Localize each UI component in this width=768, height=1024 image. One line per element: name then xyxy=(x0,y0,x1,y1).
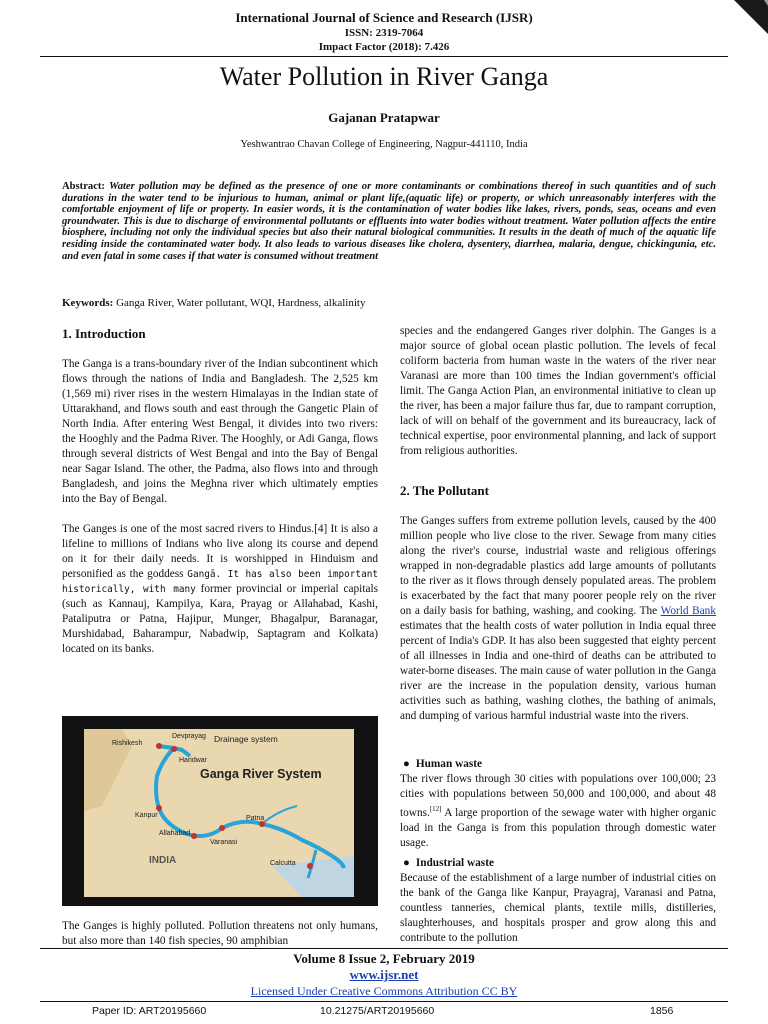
place-haridwar: Haridwar xyxy=(179,757,208,764)
place-rishikesh: Rishikesh xyxy=(112,740,143,747)
place-varanasi: Varanasi xyxy=(210,839,238,846)
page-number: 1856 xyxy=(650,1005,674,1017)
footer-license-link[interactable]: Licensed Under Creative Commons Attribution CC BY xyxy=(250,984,518,998)
paper-title: Water Pollution in River Ganga xyxy=(219,62,549,91)
intro-paragraph-2 xyxy=(62,522,378,657)
impact-factor: Impact Factor (2018): 7.426 xyxy=(318,41,450,53)
section-pollutant-heading: 2. The Pollutant xyxy=(400,483,489,498)
place-calcutta: Calcutta xyxy=(270,860,296,867)
affiliation: Yeshwantrao Chavan College of Engineering, Nagpur-441110, India xyxy=(240,139,528,150)
city-marker-haridwar xyxy=(171,746,177,752)
map-legend: Drainage system xyxy=(214,734,278,744)
header-rule xyxy=(40,56,728,57)
right-column-text xyxy=(400,324,716,459)
map-title: Ganga River System xyxy=(200,767,322,781)
pollutant-paragraph-b: estimates that the health costs of water pollution in India equal three percent of India's GDP. It has also been suggested that eighty percent of all illnesses in India and one-third of deaths can be attributed to water-borne diseases. The main cause of water pollution in the Ganga river are the increase in the population density, various human activities such as bathing, washing clothes, the bathing of animals, and dumping of various harmful industrial waste into the rivers. xyxy=(400,620,716,722)
bullet-icon: ● xyxy=(403,758,410,770)
footer-rule xyxy=(40,948,728,949)
section-introduction-heading: 1. Introduction xyxy=(62,326,146,341)
place-allahabad: Allahabad xyxy=(159,830,191,837)
place-devprayag: Devprayag xyxy=(172,733,206,740)
footer-site-row xyxy=(0,967,768,983)
city-marker-kanpur xyxy=(156,805,162,811)
keywords-text: Ganga River, Water pollutant, WQI, Hardness, alkalinity xyxy=(116,297,366,309)
intro-paragraph-2a: The Ganges is one of the most sacred rivers to Hindus.[4] It is also a lifeline to millions of Indians who live along its course and depend on it for their daily needs. It is worshipped in Hinduism and personified as the goddess xyxy=(62,523,378,580)
industrial-waste-block xyxy=(400,856,716,946)
intro-paragraph-1: The Ganga is a trans-boundary river of the Indian subcontinent which flows through the nations of India and Bangladesh. The 2,525 km (1,569 mi) river rises in the western Himalayas in the Indian state of Uttarakhand, and flows south and east through the Gangetic Plain of North India. After entering West Bengal, it divides into two rivers: the Hooghly and the Padma River. The Hooghly, or Adi Ganga, flows through several districts of West Bengal and into the Bay of Bengal near Sagar Island. The other, the Padma, also flows into and through Bangladesh, and joins the Meghna river which ultimately empties into the Bay of Bengal. xyxy=(62,358,378,505)
abstract xyxy=(62,181,716,262)
human-waste-block xyxy=(400,757,716,851)
keywords xyxy=(62,297,716,309)
industrial-waste-title: Industrial waste xyxy=(415,857,494,869)
doi: 10.21275/ART20195660 xyxy=(320,1005,435,1017)
pollutant-paragraph xyxy=(400,514,716,724)
city-marker-varanasi xyxy=(219,825,225,831)
human-waste-text-b: A large proportion of the sewage water with higher organic load in the Ganga is from this population through domestic water usage. xyxy=(400,806,716,849)
human-waste-title-row xyxy=(400,757,716,772)
intro-paragraph-3: The Ganges is highly polluted. Pollution threatens not only humans, but also more than 140 fish species, 90 amphibian xyxy=(62,920,378,947)
issn: ISSN: 2319-7064 xyxy=(344,27,424,39)
human-waste-text-a: The river flows through 30 cities with populations over 100,000; 23 cities with populations between 50,000 and 100,000, and about 48 towns. xyxy=(400,773,716,819)
left-column-text xyxy=(62,357,378,657)
ganga-river-map xyxy=(62,716,378,906)
place-patna: Patna xyxy=(246,815,265,822)
city-marker-allahabad xyxy=(191,833,197,839)
abstract-text: Water pollution may be defined as the presence of one or more contaminants or combinations thereof in such quantities and of such durations in the water tend to be injurious to human, animal or plant life,(aquatic life) or property, or which unreasonably interferes with the comfortable enjoyment of life or property. In easier words, it is the contamination of water bodies like lakes, rivers, ponds, seas, oceans and even groundwater. This is due to discharge of environmental pollutants or effluents into water bodies without treatment. Water pollution affects the entire biosphere, including not only the individual species but also their natural biological communities. It results in the death of much of the aquatic life residing inside the contaminated water body. It also leads to various diseases like cholera, dysentery, diarrhea, malaria, dengue, chickingunia, etc. and even fatal in some cases if that water is consumed without treatment xyxy=(62,181,716,262)
world-bank-link[interactable]: World Bank xyxy=(660,605,716,617)
paper-id: Paper ID: ART20195660 xyxy=(92,1005,207,1017)
footer-volume: Volume 8 Issue 2, February 2019 xyxy=(293,951,475,966)
city-marker-rishikesh xyxy=(156,743,162,749)
intro-paragraph-3-container xyxy=(62,919,378,949)
pollutant-paragraph-a: The Ganges suffers from extreme pollution levels, caused by the 400 million people who live close to the river. Sewage from many cities along the river's course, industrial waste and religious offerings wrapped in non-degradable plastics add large amounts of pollutants to the river as it flows through densely populated areas. The problem is exacerbated by the fact that many poorer people rely on the river on a daily basis for bathing, washing, and cooking. The xyxy=(400,515,716,617)
intro-paragraph-2b: Gangā. It has also been important historically, with many xyxy=(62,569,379,595)
place-kanpur: Kanpur xyxy=(135,812,158,819)
place-india: INDIA xyxy=(149,855,177,866)
keywords-label: Keywords: xyxy=(62,297,114,309)
human-waste-title: Human waste xyxy=(415,758,483,770)
abstract-label: Abstract: xyxy=(62,181,105,192)
bullet-icon: ● xyxy=(403,857,410,869)
pollutant-text xyxy=(400,514,716,724)
footer-rule-2 xyxy=(40,1001,728,1002)
intro-paragraph-2c: former provincial or imperial capitals (such as Kannauj, Kampilya, Kara, Prayag or Allahabad, Kashi, Pataliputra or Patna, Hajipur, Munger, Bhagalpur, Baranagar, Murshidabad, Baharampur, Nabadwip, Saptagram and Kolkata) located on its banks. xyxy=(62,583,379,655)
right-paragraph-1: species and the endangered Ganges river dolphin. The Ganges is a major source of global ocean plastic pollution. The levels of fecal coliform bacteria from human waste in the waters of the river near Varanasi are more than 100 times the Indian government's official limit. The Ganga Action Plan, an environmental initiative to clean up the river, has been a major failure thus far, due to rampant corruption, lack of will on behalf of the government and its bureaucracy, lack of technical expertise, poor environmental planning, and lack of support from religious authorities. xyxy=(400,325,716,457)
industrial-waste-title-row xyxy=(400,856,716,871)
human-waste-paragraph xyxy=(400,772,716,851)
city-marker-calcutta xyxy=(307,863,313,869)
industrial-waste-paragraph: Because of the establishment of a large number of industrial cities on the bank of the Ganga like Kanpur, Prayagraj, Varanasi and Patna, countless tanneries, chemical plants, textile mills, distilleries, slaughterhouses, and hospitals prosper and grow along this and contribute to the pollution xyxy=(400,872,716,944)
footer-site-link[interactable]: www.ijsr.net xyxy=(349,967,419,982)
author: Gajanan Pratapwar xyxy=(328,110,440,125)
journal-name: International Journal of Science and Research (IJSR) xyxy=(235,10,533,25)
footer-license-row xyxy=(0,984,768,999)
reference-12: [12] xyxy=(429,805,442,813)
